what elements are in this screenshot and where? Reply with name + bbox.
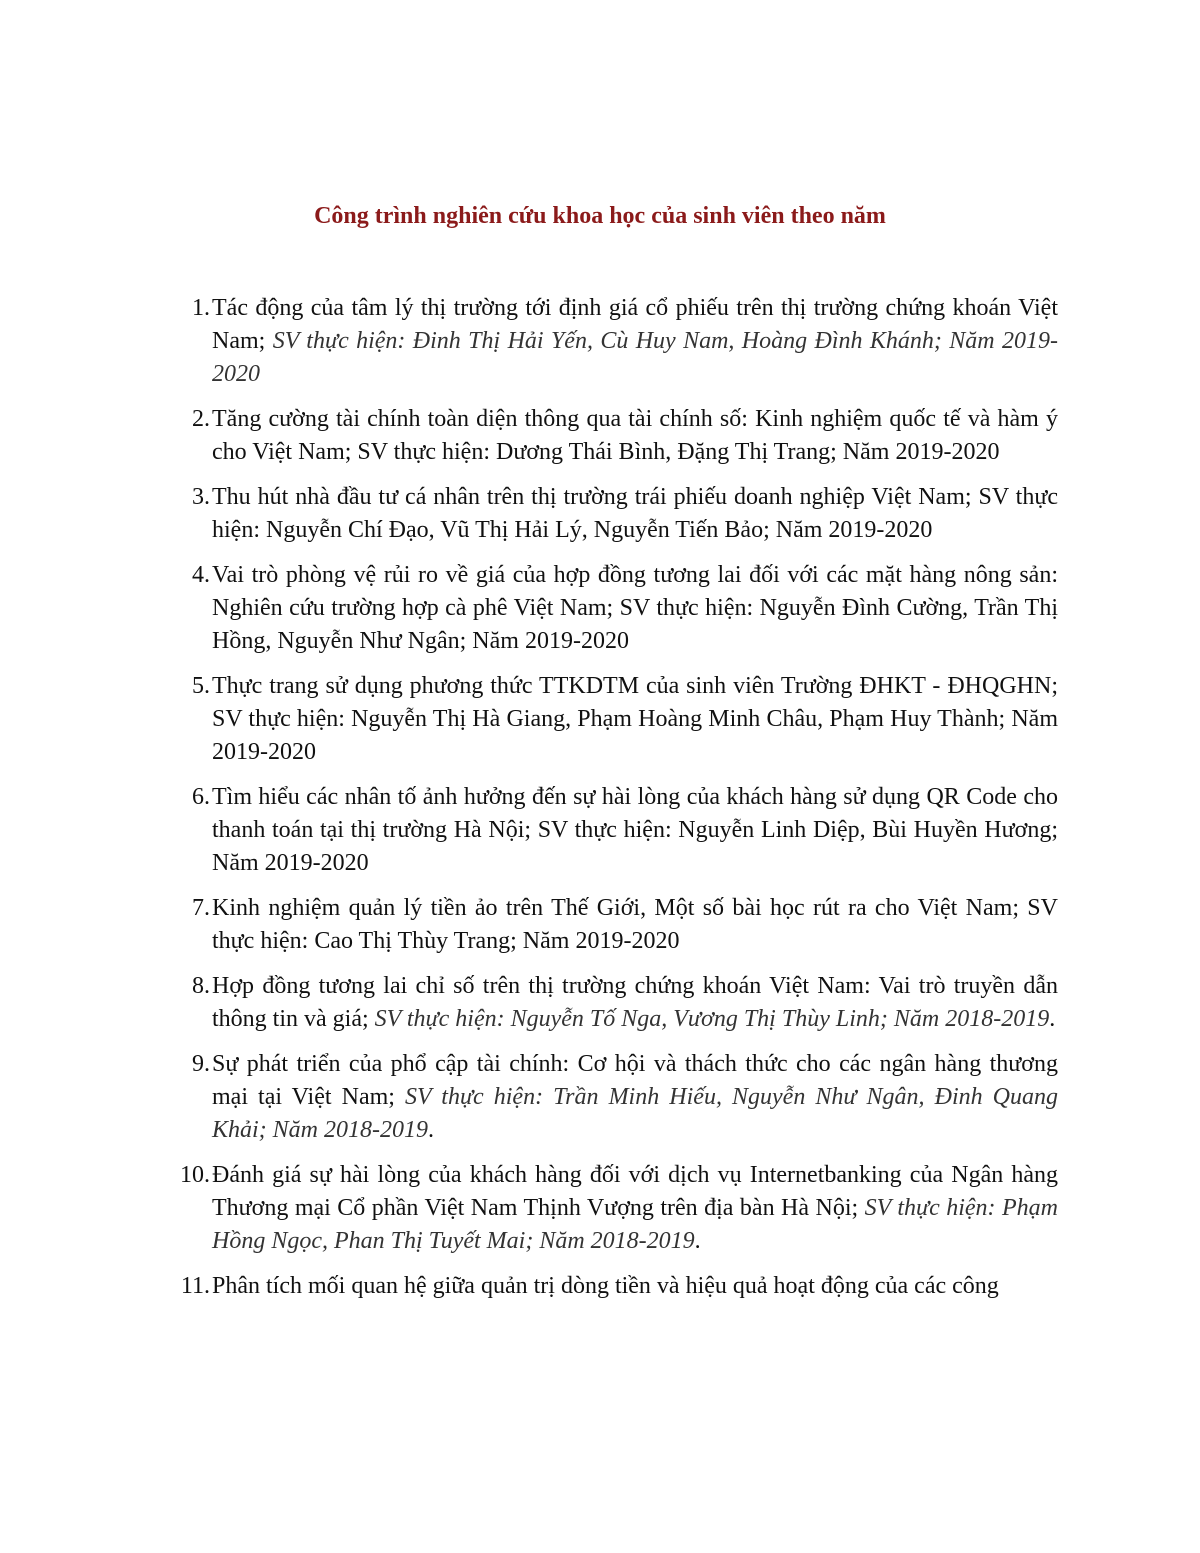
list-item [160, 403, 1058, 469]
list-item [160, 559, 1058, 658]
item-title: Đánh giá sự hài lòng của khách hàng đối với dịch vụ Internetbanking của Ngân hàng Thương mại Cổ phần Việt Nam Thịnh Vượng trên địa bàn Hà Nội; [212, 1162, 1058, 1221]
list-item [160, 970, 1058, 1036]
list-item [160, 1270, 1058, 1303]
item-tail: . [1049, 1006, 1056, 1032]
item-number: 9. [192, 1051, 210, 1077]
item-title: Hợp đồng tương lai chỉ số trên thị trường chứng khoán Việt Nam: Vai trò truyền dẫn thông tin và giá; [212, 973, 1058, 1032]
item-number: 1. [192, 295, 210, 321]
list-item [160, 1159, 1058, 1258]
list-item [160, 481, 1058, 547]
item-number: 7. [192, 895, 210, 921]
item-title: Thực trang sử dụng phương thức TTKDTM của sinh viên Trường ĐHKT - ĐHQGHN; SV thực hiện: Nguyễn Thị Hà Giang, Phạm Hoàng Minh Châu, Phạm Huy Thành; Năm 2019-2020 [212, 673, 1058, 765]
list-item [160, 1048, 1058, 1147]
item-tail: . [694, 1228, 701, 1254]
item-number: 5. [192, 673, 210, 699]
item-title: Vai trò phòng vệ rủi ro về giá của hợp đồng tương lai đối với các mặt hàng nông sản: Nghiên cứu trường hợp cà phê Việt Nam; SV thực hiện: Nguyễn Đình Cường, Trần Thị Hồng, Nguyễn Như Ngân; Năm 2019-2020 [212, 562, 1058, 654]
item-title: Tăng cường tài chính toàn diện thông qua tài chính số: Kinh nghiệm quốc tế và hàm ý cho Việt Nam; SV thực hiện: Dương Thái Bình, Đặng Thị Trang; Năm 2019-2020 [212, 406, 1058, 465]
list-item [160, 892, 1058, 958]
item-tail: . [428, 1117, 434, 1143]
page-title: Công trình nghiên cứu khoa học của sinh viên theo năm [314, 203, 886, 229]
item-title: Phân tích mối quan hệ giữa quản trị dòng tiền và hiệu quả hoạt động của các công [212, 1273, 999, 1299]
item-number: 11. [180, 1273, 210, 1299]
list-item [160, 670, 1058, 769]
list-item [160, 292, 1058, 391]
item-number: 8. [192, 973, 210, 999]
list-item [160, 781, 1058, 880]
research-list [160, 292, 1058, 1315]
item-number: 10. [180, 1162, 210, 1188]
item-authors: SV thực hiện: Đinh Thị Hải Yến, Cù Huy Nam, Hoàng Đình Khánh; Năm 2019-2020 [212, 328, 1058, 387]
item-authors: SV thực hiện: Phạm Hồng Ngọc, Phan Thị Tuyết Mai; Năm 2018-2019 [212, 1195, 1058, 1254]
item-title: Kinh nghiệm quản lý tiền ảo trên Thế Giới, Một số bài học rút ra cho Việt Nam; SV thực hiện: Cao Thị Thùy Trang; Năm 2019-2020 [212, 895, 1058, 954]
item-number: 6. [192, 784, 210, 810]
item-authors: SV thực hiện: Trần Minh Hiếu, Nguyễn Như Ngân, Đinh Quang Khải; Năm 2018-2019 [212, 1084, 1058, 1143]
item-title: Tác động của tâm lý thị trường tới định giá cổ phiếu trên thị trường chứng khoán Việt Nam; [212, 295, 1058, 354]
item-number: 4. [192, 562, 210, 588]
item-title: Sự phát triển của phổ cập tài chính: Cơ hội và thách thức cho các ngân hàng thương mại tại Việt Nam; [212, 1051, 1058, 1110]
item-title: Thu hút nhà đầu tư cá nhân trên thị trường trái phiếu doanh nghiệp Việt Nam; SV thực hiện: Nguyễn Chí Đạo, Vũ Thị Hải Lý, Nguyễn Tiến Bảo; Năm 2019-2020 [212, 484, 1058, 543]
item-number: 3. [192, 484, 210, 510]
item-number: 2. [192, 406, 210, 432]
item-authors: SV thực hiện: Nguyễn Tố Nga, Vương Thị Thùy Linh; Năm 2018-2019 [374, 1006, 1050, 1032]
item-title: Tìm hiểu các nhân tố ảnh hưởng đến sự hài lòng của khách hàng sử dụng QR Code cho thanh toán tại thị trường Hà Nội; SV thực hiện: Nguyễn Linh Diệp, Bùi Huyền Hương; Năm 2019-2020 [212, 784, 1058, 876]
